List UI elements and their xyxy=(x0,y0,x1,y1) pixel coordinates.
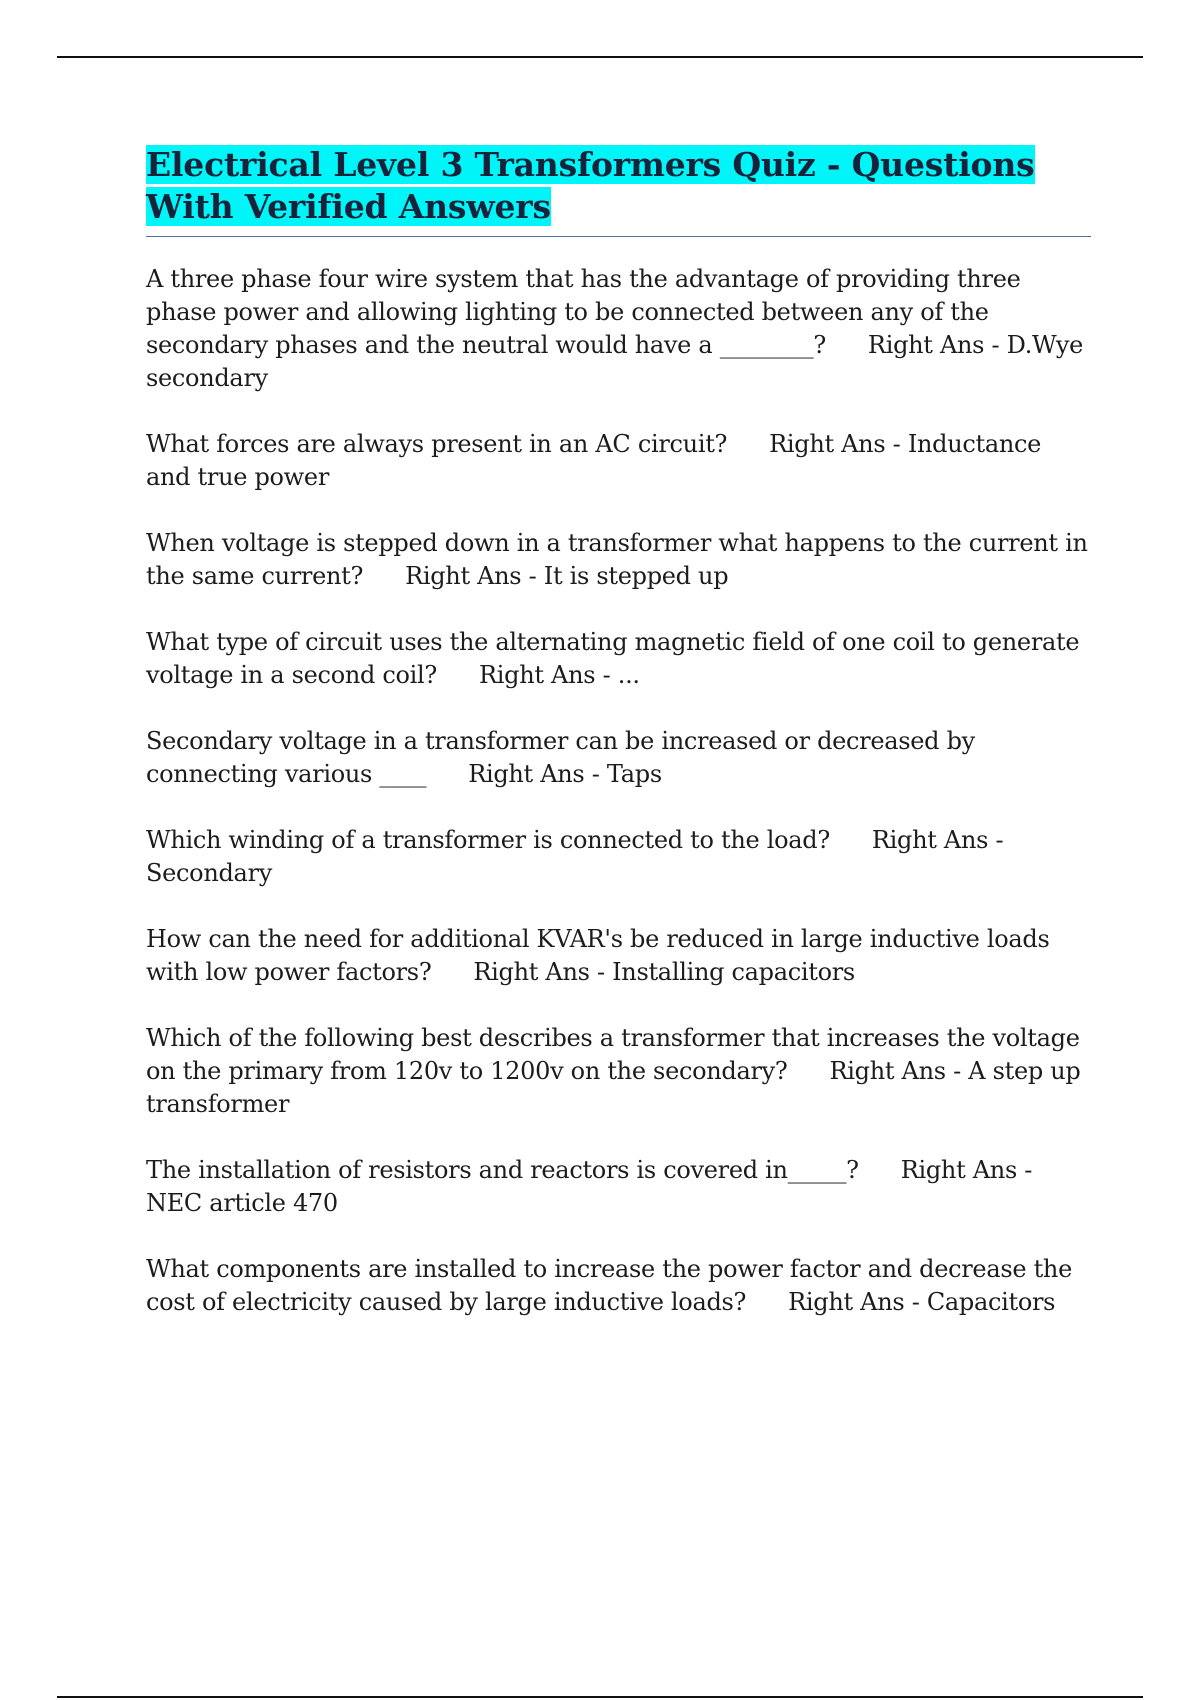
answer-prefix: Right Ans - xyxy=(900,1156,1033,1184)
answer-text: A step up transformer xyxy=(146,1057,1081,1118)
question-text: Secondary voltage in a transformer can be increased or decreased by connecting various ____ xyxy=(146,727,975,788)
answer-prefix: Right Ans - xyxy=(473,958,613,986)
document-title xyxy=(146,144,1091,228)
question-text: How can the need for additional KVAR's be reduced in large inductive loads with low power factors? xyxy=(146,925,1050,986)
qa-item xyxy=(146,1253,1091,1319)
answer-text: D.Wye secondary xyxy=(146,331,1084,392)
answer-text: It is stepped up xyxy=(543,562,729,590)
answer-prefix: Right Ans - xyxy=(769,430,908,458)
answer-text: Taps xyxy=(606,760,662,788)
title-block xyxy=(146,144,1091,237)
qa-item xyxy=(146,923,1091,989)
qa-item xyxy=(146,1022,1091,1121)
question-text: What type of circuit uses the alternating magnetic field of one coil to generate voltage in a second coil? xyxy=(146,628,1080,689)
question-text: A three phase four wire system that has the advantage of providing three phase power and allowing lighting to be connected between any of the secondary phases and the neutral would have a ________? xyxy=(146,265,1021,359)
footer-rule xyxy=(57,1696,1143,1698)
answer-text: Capacitors xyxy=(926,1288,1056,1316)
answer-text: Secondary xyxy=(146,859,272,887)
answer-text: NEC article 470 xyxy=(146,1189,338,1217)
qa-list xyxy=(146,263,1091,1319)
answer-text: Inductance and true power xyxy=(146,430,1042,491)
answer-prefix: Right Ans - xyxy=(871,826,1004,854)
qa-item xyxy=(146,263,1091,395)
answer-prefix: Right Ans - xyxy=(829,1057,969,1085)
answer-prefix: Right Ans - xyxy=(468,760,607,788)
question-text: Which of the following best describes a transformer that increases the voltage on the primary from 120v to 1200v on the secondary? xyxy=(146,1024,1080,1085)
answer-text: Installing capacitors xyxy=(612,958,855,986)
header-rule xyxy=(57,56,1143,58)
qa-item xyxy=(146,1154,1091,1220)
document-body xyxy=(146,144,1091,1352)
qa-item xyxy=(146,428,1091,494)
qa-item xyxy=(146,527,1091,593)
qa-item xyxy=(146,626,1091,692)
question-text: Which winding of a transformer is connected to the load? xyxy=(146,826,830,854)
answer-prefix: Right Ans - xyxy=(479,661,618,689)
question-text: The installation of resistors and reactors is covered in_____? xyxy=(146,1156,859,1184)
qa-item xyxy=(146,725,1091,791)
question-text: When voltage is stepped down in a transformer what happens to the current in the same current? xyxy=(146,529,1088,590)
answer-prefix: Right Ans - xyxy=(788,1288,927,1316)
question-text: What components are installed to increase the power factor and decrease the cost of electricity caused by large inductive loads? xyxy=(146,1255,1072,1316)
answer-prefix: Right Ans - xyxy=(867,331,1007,359)
qa-item xyxy=(146,824,1091,890)
answer-prefix: Right Ans - xyxy=(405,562,544,590)
question-text: What forces are always present in an AC circuit? xyxy=(146,430,728,458)
document-title-text: Electrical Level 3 Transformers Quiz - Questions With Verified Answers xyxy=(146,145,1035,226)
answer-text: ... xyxy=(617,661,640,689)
